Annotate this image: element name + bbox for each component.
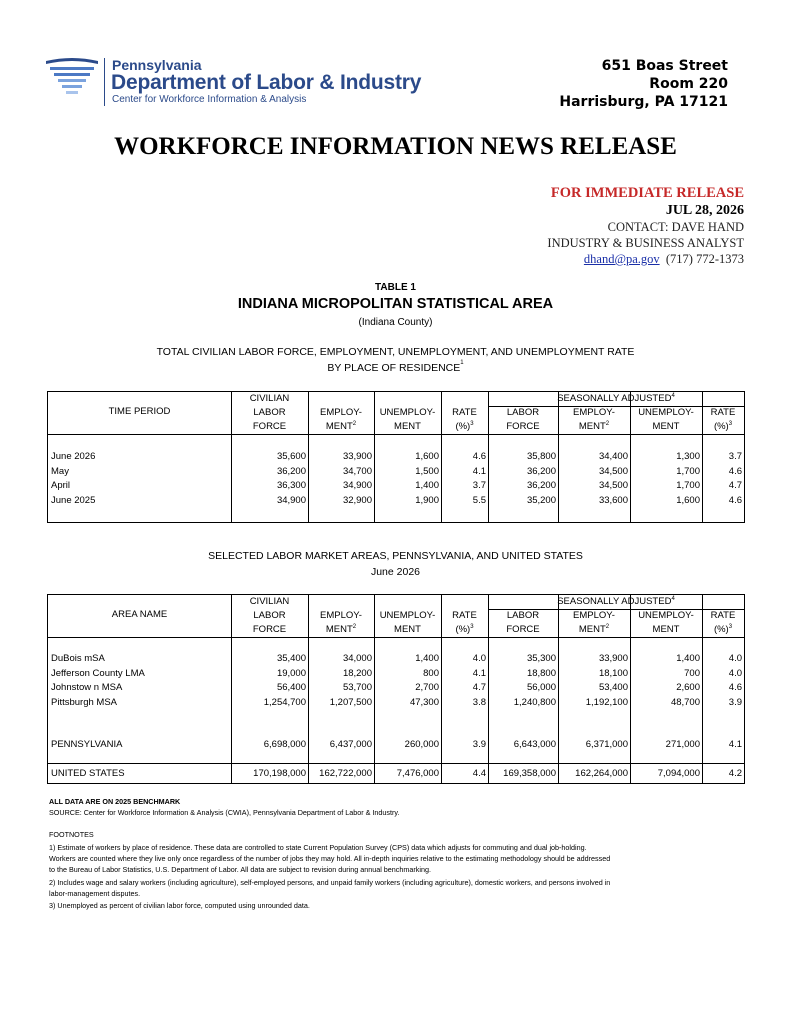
contact-phone: (717) 772-1373	[665, 252, 744, 266]
labor-force-header	[231, 622, 308, 637]
table2-row-value: 18,800	[526, 667, 556, 679]
footnote-ref: 3	[728, 624, 733, 630]
table2-row-value: 19,000	[276, 667, 306, 679]
rate-header-text: RATE	[452, 407, 477, 418]
table2-row-value: 3.9	[728, 696, 742, 708]
table2-row-value: 18,200	[342, 667, 372, 679]
table1-row-label: April	[51, 480, 71, 491]
rate-header-text: (%)	[455, 421, 471, 432]
table2-row-value: 800	[423, 667, 439, 679]
table1-row-value: 5.5	[472, 494, 486, 506]
table1-row-value: 1,600	[676, 494, 700, 506]
sa-unemployment-header-text: UNEMPLOY-	[638, 610, 694, 621]
msa-title: INDIANA MICROPOLITAN STATISTICAL AREA	[237, 296, 554, 312]
rate-header	[441, 405, 488, 420]
labor-force-header-text: FORCE	[252, 421, 287, 432]
sa-employment-header	[558, 622, 630, 637]
civilian-header: CIVILIAN	[249, 596, 290, 607]
table1-row-value: 1,500	[415, 465, 439, 477]
seasonally-adjusted-header	[488, 594, 744, 609]
labor-force-header	[231, 405, 308, 420]
sa-labor-force-header	[488, 405, 558, 420]
sa-labor-force-header-text: FORCE	[506, 421, 540, 432]
table1-description: TOTAL CIVILIAN LABOR FORCE, EMPLOYMENT, UNEMPLOYMENT, AND UNEMPLOYMENT RATE	[156, 346, 635, 358]
table2-row-value: 4.6	[728, 682, 742, 693]
united-states-row-value: 170,198,000	[253, 768, 306, 779]
rate-header-text: (%)	[455, 624, 471, 635]
table2-row-value: 56,000	[526, 682, 556, 693]
org-department: Department of Labor & Industry	[111, 71, 422, 94]
employment-header-text: EMPLOY-	[320, 407, 362, 418]
table2-row-value: 1,240,800	[513, 696, 556, 708]
labor-force-header-text: LABOR	[253, 407, 286, 418]
sa-unemployment-header	[630, 622, 702, 637]
united-states-row-value: 162,264,000	[575, 768, 628, 779]
pennsylvania-row-value: 6,371,000	[585, 739, 628, 750]
table2-row-value: 1,192,100	[585, 696, 628, 708]
footnote-1-line1: 1) Estimate of workers by place of residence. These data are controlled to state Current Population Survey (CPS) data which adjusts for commuting and dual job-holding.	[49, 843, 587, 852]
labor-force-table-indiana	[47, 391, 745, 523]
table2-row-value: 4.0	[728, 667, 742, 679]
sa-employment-header	[558, 608, 630, 623]
table2-row-value: 1,207,500	[329, 696, 372, 708]
sa-employment-header	[558, 405, 630, 420]
table2-row-label: Pittsburgh MSA	[51, 696, 117, 708]
contact-title: INDUSTRY & BUSINESS ANALYST	[547, 236, 744, 250]
table2-period: June 2026	[370, 566, 421, 578]
table2-row-label: DuBois mSA	[51, 653, 105, 664]
united-states-row-value: 169,358,000	[503, 768, 556, 779]
table1-row-value: 36,200	[276, 465, 306, 477]
united-states-row-label: UNITED STATES	[51, 768, 125, 779]
table1-row-label: June 2026	[51, 451, 96, 462]
table1-row-value: 1,700	[676, 465, 700, 477]
sa-employment-header-text: EMPLOY-	[573, 407, 615, 418]
seasonally-adjusted-text: SEASONALLY ADJUSTED	[557, 393, 672, 404]
sa-labor-force-header	[488, 419, 558, 434]
rate-header	[441, 622, 488, 637]
sa-rate-header-text: (%)	[713, 624, 729, 635]
source-note: SOURCE: Center for Workforce Information & Analysis (CWIA), Pennsylvania Department of Labor & Industry.	[49, 808, 400, 817]
header-rule	[48, 434, 744, 435]
footnote-ref: 3	[728, 421, 733, 427]
table2-row-value: 53,400	[598, 682, 628, 693]
table1-row-value: 34,700	[342, 465, 372, 477]
employment-header	[308, 405, 374, 420]
table1-row-value: 4.7	[728, 480, 742, 491]
footnote-2-line1: 2) Includes wage and salary workers (including agriculture), self-employed persons, and unpaid family workers (including agriculture), domestic workers, and persons involved in	[49, 878, 611, 887]
header-divider	[104, 58, 105, 106]
sa-rate-header	[702, 608, 744, 623]
united-states-row-value: 7,094,000	[657, 768, 700, 779]
sa-employment-header-text: MENT	[578, 624, 606, 635]
contact-email-link[interactable]: dhand@pa.gov	[583, 252, 660, 266]
table2-row-value: 2,700	[415, 682, 439, 693]
pennsylvania-row-value: 6,698,000	[263, 739, 306, 750]
release-info	[547, 185, 744, 267]
org-state: Pennsylvania	[112, 57, 202, 73]
table1-row-value: 34,500	[598, 465, 628, 477]
release-title: WORKFORCE INFORMATION NEWS RELEASE	[114, 133, 677, 160]
table1-row-value: 34,400	[598, 451, 628, 462]
sa-labor-force-header-text: FORCE	[506, 624, 540, 635]
benchmark-note: ALL DATA ARE ON 2025 BENCHMARK	[49, 797, 181, 806]
sa-labor-force-header	[488, 622, 558, 637]
footnote-2-line2: labor-management disputes.	[49, 889, 141, 898]
sa-labor-force-header-text: LABOR	[506, 610, 540, 621]
footnote-1-line3: to the Bureau of Labor Statistics, U.S. Department of Labor. All data are subject to revision during annual benchmarking.	[49, 865, 431, 874]
immediate-release: FOR IMMEDIATE RELEASE	[550, 185, 744, 201]
unemployment-header-text: MENT	[394, 421, 421, 432]
footnote-ref: 2	[605, 421, 610, 427]
table1-row-value: 34,900	[276, 494, 306, 506]
footnote-3: 3) Unemployed as percent of civilian labor force, computed using unrounded data.	[49, 901, 310, 910]
employment-header	[308, 622, 374, 637]
employment-header-text: MENT	[325, 421, 353, 432]
table1-row-value: 34,900	[342, 480, 372, 491]
footnote-ref: 4	[671, 393, 675, 399]
pennsylvania-row-label: PENNSYLVANIA	[51, 739, 123, 750]
table1-row-value: 34,500	[598, 480, 628, 491]
org-center: Center for Workforce Information & Analysis	[112, 94, 307, 105]
sa-unemployment-header-text: MENT	[652, 421, 680, 432]
address-block	[559, 57, 728, 111]
footnote-ref: 3	[470, 421, 474, 427]
table1-row-value: 32,900	[342, 494, 372, 506]
sa-unemployment-header	[630, 419, 702, 434]
table1-row-value: 4.1	[472, 465, 486, 477]
table2-row-value: 3.8	[472, 696, 486, 708]
table1-row-value: 33,600	[598, 494, 628, 506]
civilian-header: CIVILIAN	[249, 393, 290, 404]
keystone-logo-icon	[44, 55, 100, 97]
table2-row-value: 48,700	[670, 696, 700, 708]
header-rule	[48, 637, 744, 638]
pennsylvania-row-value: 260,000	[404, 739, 439, 750]
pennsylvania-row-value: 4.1	[728, 739, 742, 750]
table2-row-label: Johnstow n MSA	[51, 682, 123, 693]
unemployment-header	[374, 419, 441, 434]
unemployment-header	[374, 405, 441, 420]
united-states-row-value: 7,476,000	[396, 768, 439, 779]
labor-force-header-text: FORCE	[252, 624, 287, 635]
sa-rate-header-text: RATE	[710, 610, 736, 621]
table2-row-value: 47,300	[409, 696, 439, 708]
table1-row-value: 36,200	[526, 480, 556, 491]
table2-row-value: 53,700	[342, 682, 372, 693]
release-date: JUL 28, 2026	[665, 203, 744, 218]
table1-row-value: 3.7	[728, 451, 742, 462]
footnote-ref: 2	[352, 421, 357, 427]
table2-row-value: 35,300	[526, 653, 556, 664]
employment-header-text: MENT	[325, 624, 353, 635]
table2-row-value: 35,400	[276, 653, 306, 664]
employment-header	[308, 419, 374, 434]
table1-row-label: June 2025	[51, 494, 96, 506]
unemployment-header-text: UNEMPLOY-	[379, 407, 436, 418]
unemployment-header	[374, 622, 441, 637]
sa-employment-header	[558, 419, 630, 434]
table1-row-value: 1,400	[415, 480, 439, 491]
table1-row-value: 1,900	[415, 494, 439, 506]
footnote-ref: 4	[671, 596, 675, 602]
sa-rate-header-text: (%)	[713, 421, 729, 432]
employment-header-text: EMPLOY-	[320, 610, 362, 621]
pennsylvania-row-value: 6,437,000	[329, 739, 372, 750]
table-number: TABLE 1	[375, 282, 416, 293]
table1-row-value: 3.7	[472, 480, 486, 491]
table1-desc2-text: BY PLACE OF RESIDENCE	[327, 362, 461, 374]
sa-rate-header	[702, 419, 744, 434]
seasonally-adjusted-text: SEASONALLY ADJUSTED	[557, 596, 672, 607]
united-states-row-value: 4.2	[728, 768, 742, 779]
rate-header	[441, 608, 488, 623]
unemployment-header-text: MENT	[394, 624, 421, 635]
table2-row-value: 18,100	[598, 667, 628, 679]
table2-row-value: 4.1	[472, 667, 486, 679]
sa-labor-force-header-text: LABOR	[506, 407, 540, 418]
united-states-row-value: 4.4	[472, 768, 486, 779]
table1-row-label: May	[51, 465, 69, 477]
table2-row-value: 56,400	[276, 682, 306, 693]
employment-header	[308, 608, 374, 623]
table1-row-value: 35,600	[276, 451, 306, 462]
sa-rate-header	[702, 405, 744, 420]
table1-row-value: 36,200	[526, 465, 556, 477]
first-column-header: TIME PERIOD	[108, 406, 171, 417]
table1-row-value: 35,800	[526, 451, 556, 462]
table1-row-value: 33,900	[342, 451, 372, 462]
table2-row-value: 1,254,700	[263, 696, 306, 708]
sa-rate-header	[702, 622, 744, 637]
table2-row-label: Jefferson County LMA	[51, 667, 145, 679]
sa-rate-header-text: RATE	[710, 407, 736, 418]
labor-force-header-text: LABOR	[253, 610, 286, 621]
table1-row-value: 4.6	[728, 494, 742, 506]
labor-market-areas-table	[47, 594, 745, 784]
table2-row-value: 4.0	[728, 653, 742, 664]
table2-row-value: 33,900	[598, 653, 628, 664]
rate-header-text: RATE	[452, 610, 477, 621]
sa-unemployment-header-text: MENT	[652, 624, 680, 635]
footnote-ref: 3	[470, 624, 474, 630]
table1-row-value: 4.6	[472, 451, 486, 462]
table1-row-value: 1,700	[676, 480, 700, 491]
labor-force-header	[231, 608, 308, 623]
united-states-row-value: 162,722,000	[319, 768, 372, 779]
pennsylvania-row-value: 271,000	[665, 739, 700, 750]
table1-row-value: 1,600	[415, 451, 439, 462]
table1-row-value: 35,200	[526, 494, 556, 506]
table2-row-value: 34,000	[342, 653, 372, 664]
sa-labor-force-header	[488, 608, 558, 623]
table2-row-value: 700	[684, 667, 700, 679]
sa-unemployment-header-text: UNEMPLOY-	[638, 407, 694, 418]
seasonally-adjusted-header	[488, 391, 744, 406]
footnote-1-line2: Workers are counted where they live only once regardless of the number of jobs they may hold. All in-depth inquiries relative to the estimating methodology should be addressed	[49, 854, 611, 863]
table2-row-value: 4.0	[472, 653, 486, 664]
address-room: Room 220	[649, 76, 728, 92]
table1-row-value: 36,300	[276, 480, 306, 491]
us-row-rule	[48, 763, 744, 764]
footnote-ref: 2	[605, 624, 610, 630]
unemployment-header-text: UNEMPLOY-	[379, 610, 436, 621]
sa-employment-header-text: MENT	[578, 421, 606, 432]
table2-description: SELECTED LABOR MARKET AREAS, PENNSYLVANIA, AND UNITED STATES	[208, 550, 583, 562]
sa-unemployment-header	[630, 608, 702, 623]
footnote-ref: 1	[460, 360, 464, 366]
table1-row-value: 4.6	[728, 465, 742, 477]
pennsylvania-row-value: 6,643,000	[513, 739, 556, 750]
contact-name: CONTACT: DAVE HAND	[607, 220, 744, 234]
address-street: 651 Boas Street	[601, 58, 728, 74]
pennsylvania-row-value: 3.9	[472, 739, 486, 750]
table2-row-value: 1,400	[676, 653, 700, 664]
sa-employment-header-text: EMPLOY-	[573, 610, 615, 621]
table2-row-value: 1,400	[415, 653, 439, 664]
footnotes-title: FOOTNOTES	[49, 830, 94, 839]
table2-row-value: 2,600	[676, 682, 700, 693]
table1-description-line2	[0, 362, 791, 374]
rate-header	[441, 419, 488, 434]
contact-line	[547, 251, 744, 267]
sa-unemployment-header	[630, 405, 702, 420]
first-column-header: AREA NAME	[111, 609, 168, 620]
address-city: Harrisburg, PA 17121	[559, 94, 728, 110]
county-subtitle: (Indiana County)	[358, 317, 433, 328]
footnote-ref: 2	[352, 624, 357, 630]
labor-force-header	[231, 419, 308, 434]
unemployment-header	[374, 608, 441, 623]
table2-row-value: 4.7	[472, 682, 486, 693]
table1-row-value: 1,300	[676, 451, 700, 462]
